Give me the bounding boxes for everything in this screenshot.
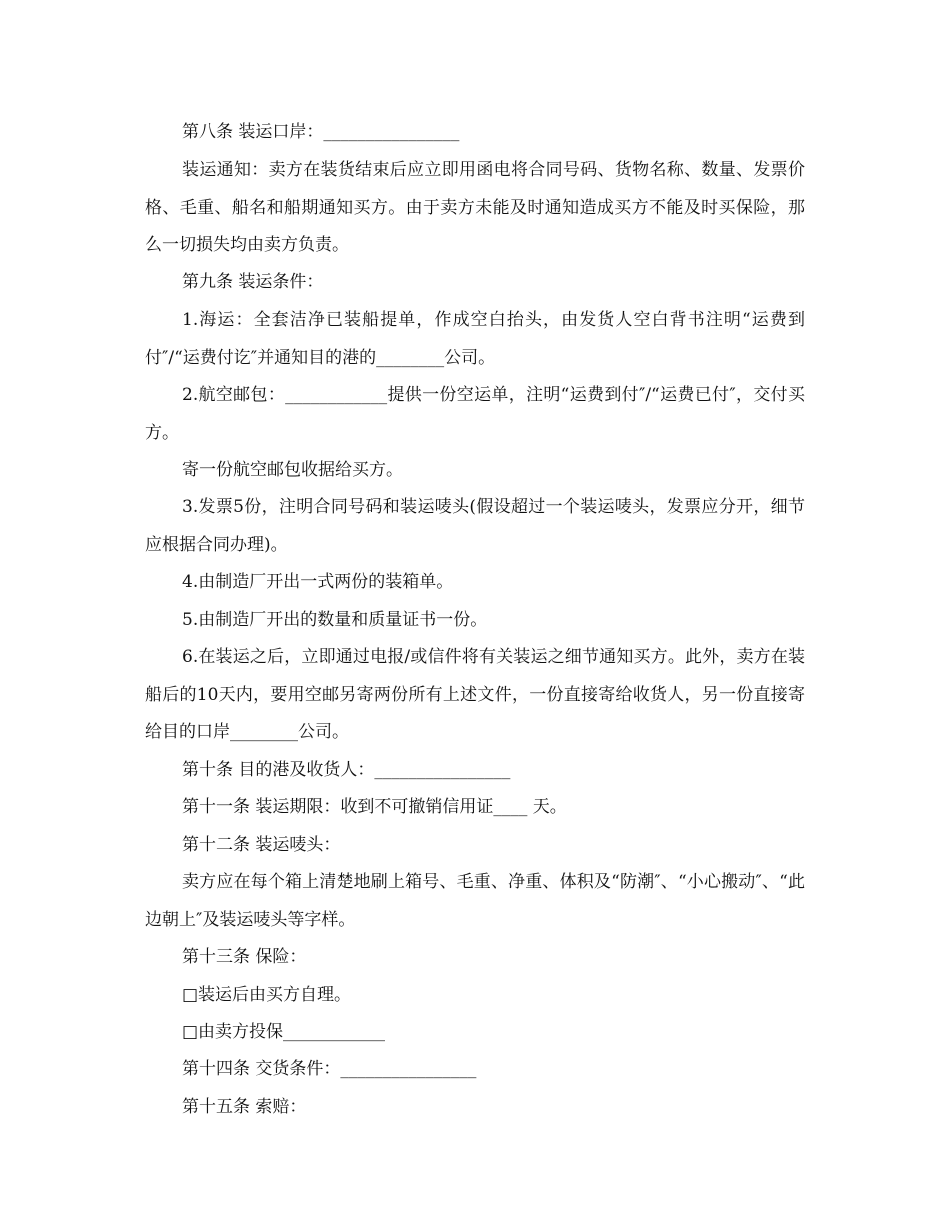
condition-4-packing-list: 4.由制造厂开出一式两份的装箱单。 [182, 572, 454, 592]
condition-6-notification: 6.在装运之后，立即通过电报/或信件将有关装运之细节通知买方。此外，卖方在装船后的10天内，要用空邮另寄两份所有上述文件，一份直接寄给收货人，另一份直接寄给目的口岸________公司。 [145, 647, 805, 742]
insurance-option-seller: □由卖方投保____________ [182, 1022, 386, 1042]
article-11-shipping-period: 第十一条 装运期限：收到不可撤销信用证____ 天。 [182, 797, 567, 817]
insurance-option-buyer: □装运后由买方自理。 [182, 985, 352, 1005]
article-15-claims: 第十五条 索赔： [182, 1097, 307, 1117]
article-8-loading-port: 第八条 装运口岸：________________ [182, 122, 460, 142]
condition-2-receipt: 寄一份航空邮包收据给买方。 [182, 460, 403, 480]
condition-1-sea-freight: 1.海运：全套洁净已装船提单，作成空白抬头，由发货人空白背书注明“运费到付″/“运费付讫″并通知目的港的________公司。 [145, 310, 805, 368]
article-13-insurance: 第十三条 保险： [182, 947, 307, 967]
condition-3-invoice: 3.发票5份，注明合同号码和装运唛头(假设超过一个装运唛头，发票应分开，细节应根据合同办理)。 [145, 497, 805, 555]
article-9-shipping-conditions: 第九条 装运条件： [182, 272, 324, 292]
shipping-marks-paragraph: 卖方应在每个箱上清楚地刷上箱号、毛重、净重、体积及“防潮″、“小心搬动″、“此边朝上″及装运唛头等字样。 [145, 872, 805, 930]
article-14-delivery-terms: 第十四条 交货条件：________________ [182, 1059, 477, 1079]
article-12-shipping-marks: 第十二条 装运唛头： [182, 835, 341, 855]
shipping-notice-paragraph: 装运通知：卖方在装货结束后应立即用函电将合同号码、货物名称、数量、发票价格、毛重、船名和船期通知买方。由于卖方未能及时通知造成买方不能及时买保险，那么一切损失均由卖方负责。 [145, 160, 805, 255]
article-10-destination: 第十条 目的港及收货人：________________ [182, 760, 511, 780]
condition-5-certificate: 5.由制造厂开出的数量和质量证书一份。 [182, 610, 488, 630]
condition-2-air-parcel: 2.航空邮包：____________提供一份空运单，注明“运费到付″/“运费已付″，交付买方。 [145, 385, 805, 443]
